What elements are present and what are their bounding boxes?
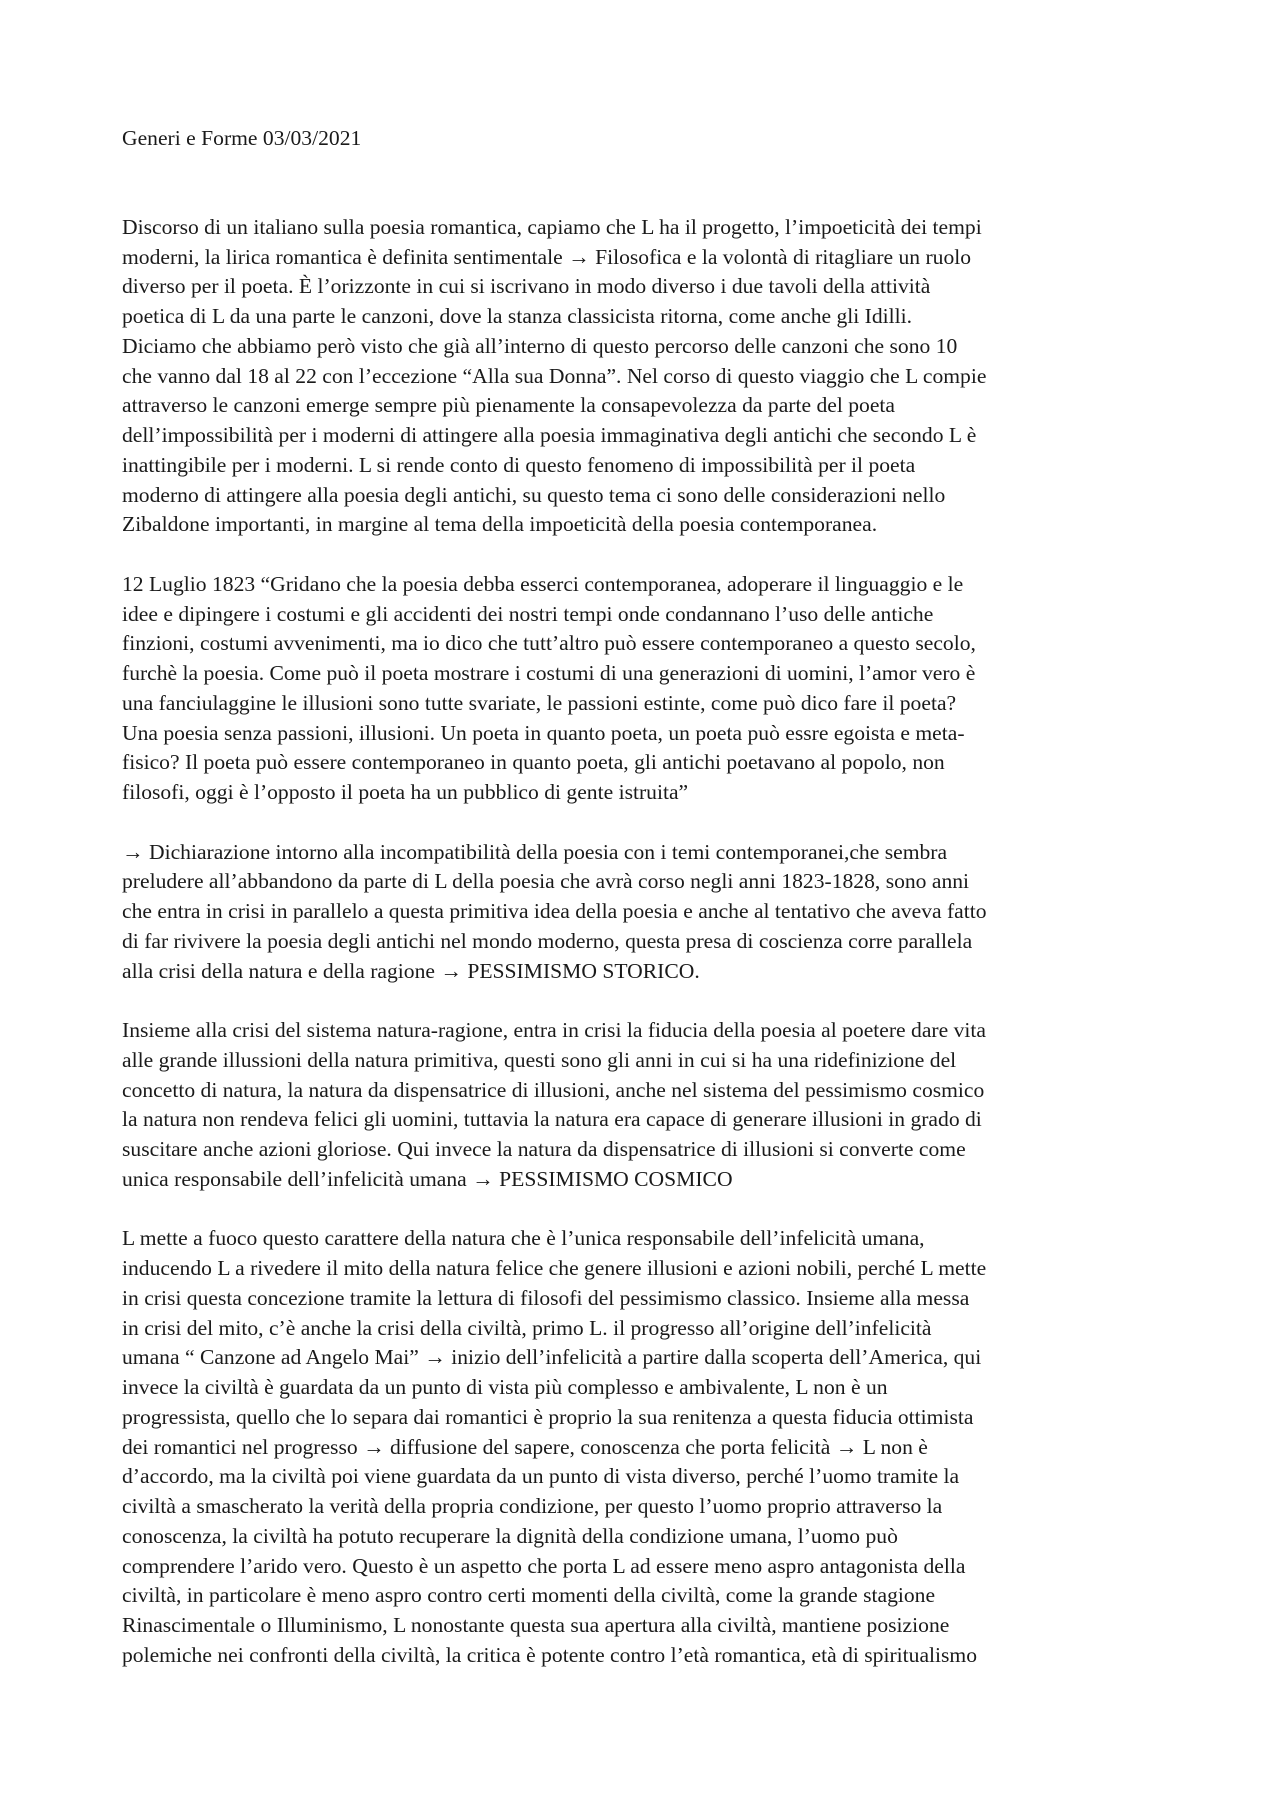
- text-line: finzioni, costumi avvenimenti, ma io dico che tutt’altro può essere contemporaneo a questo secolo,: [122, 631, 976, 656]
- text-line: polemiche nei confronti della civiltà, la critica è potente contro l’età romantica, età di spiritualismo: [122, 1642, 978, 1667]
- text-line: dei romantici nel progresso → diffusione del sapere, conoscenza che porta felicità → L non è: [122, 1434, 928, 1459]
- text-line: di far rivivere la poesia degli antichi nel mondo moderno, questa presa di coscienza corre parallela: [122, 928, 973, 953]
- text-line: furchè la poesia. Come può il poeta mostrare i costumi di una generazioni di uomini, l’amor vero è: [122, 661, 976, 685]
- text-line: attraverso le canzoni emerge sempre più pienamente la consapevolezza da parte del poeta: [122, 393, 895, 418]
- text-line: civiltà, in particolare è meno aspro contro certi momenti della civiltà, come la grande stagione: [122, 1583, 936, 1608]
- text-line: la natura non rendeva felici gli uomini, tuttavia la natura era capace di generare illusioni in grado di: [122, 1107, 982, 1132]
- text-line: 12 Luglio 1823 “Gridano che la poesia debba esserci contemporanea, adoperare il linguaggio e le: [122, 571, 964, 596]
- text-line: L mette a fuoco questo carattere della natura che è l’unica responsabile dell’infelicità umana,: [122, 1226, 925, 1251]
- paragraph: [122, 1016, 1180, 1195]
- text-line: che entra in crisi in parallelo a questa primitiva idea della poesia e anche al tentativo che aveva fatto: [122, 899, 987, 923]
- text-line: inducendo L a rivedere il mito della natura felice che genere illusioni e azioni nobili, perché L mette: [122, 1256, 987, 1280]
- text-line: inattingibile per i moderni. L si rende conto di questo fenomeno di impossibilità per il poeta: [122, 452, 916, 477]
- text-line: progressista, quello che lo separa dai romantici è proprio la sua renitenza a questa fiducia ottimista: [122, 1404, 974, 1429]
- text-line: umana “ Canzone ad Angelo Mai” → inizio dell’infelicità a partire dalla scoperta dell’America, qui: [122, 1345, 982, 1370]
- text-line: poetica di L da una parte le canzoni, dove la stanza classicista ritorna, come anche gli Idilli.: [122, 304, 913, 328]
- paragraph: [122, 570, 1180, 808]
- text-line: → Dichiarazione intorno alla incompatibilità della poesia con i temi contemporanei,che sembra: [122, 839, 948, 864]
- text-line: in crisi questa concezione tramite la lettura di filosofi del pessimismo classico. Insieme alla messa: [122, 1285, 970, 1310]
- text-line: fisico? Il poeta può essere contemporaneo in quanto poeta, gli antichi poetavano al popolo, non: [122, 750, 945, 775]
- text-line: dell’impossibilità per i moderni di attingere alla poesia immaginativa degli antichi che secondo L è: [122, 423, 977, 447]
- text-line: alla crisi della natura e della ragione → PESSIMISMO STORICO.: [122, 958, 700, 983]
- text-line: preludere all’abbandono da parte di L della poesia che avrà corso negli anni 1823-1828, sono anni: [122, 869, 970, 894]
- text-line: moderno di attingere alla poesia degli antichi, su questo tema ci sono delle considerazioni nello: [122, 482, 946, 507]
- paragraph: [122, 1224, 1180, 1670]
- text-line: Insieme alla crisi del sistema natura-ragione, entra in crisi la fiducia della poesia al poetere dare vita: [122, 1018, 986, 1042]
- text-line: moderni, la lirica romantica è definita sentimentale → Filosofica e la volontà di ritagliare un ruolo: [122, 244, 972, 269]
- text-line: alle grande illussioni della natura primitiva, questi sono gli anni in cui si ha una ridefinizione del: [122, 1047, 957, 1072]
- document-title: Generi e Forme 03/03/2021: [122, 126, 362, 150]
- text-line: civiltà a smascherato la verità della propria condizione, per questo l’uomo proprio attraverso la: [122, 1494, 943, 1518]
- text-line: in crisi del mito, c’è anche la crisi della civiltà, primo L. il progresso all’origine dell’infelicità: [122, 1315, 932, 1340]
- text-line: Discorso di un italiano sulla poesia romantica, capiamo che L ha il progetto, l’impoeticità dei tempi: [122, 214, 982, 239]
- text-line: Una poesia senza passioni, illusioni. Un poeta in quanto poeta, un poeta può essre egoista e meta-: [122, 720, 965, 745]
- text-line: che vanno dal 18 al 22 con l’eccezione “Alla sua Donna”. Nel corso di questo viaggio che L compie: [122, 363, 987, 388]
- text-line: comprendere l’arido vero. Questo è un aspetto che porta L ad essere meno aspro antagonista della: [122, 1553, 966, 1578]
- text-line: Zibaldone importanti, in margine al tema della impoeticità della poesia contemporanea.: [122, 512, 878, 537]
- text-line: diverso per il poeta. È l’orizzonte in cui si iscrivano in modo diverso i due tavoli della attività: [122, 274, 931, 299]
- paragraph: [122, 213, 1180, 540]
- text-line: conoscenza, la civiltà ha potuto recuperare la dignità della condizione umana, l’uomo può: [122, 1523, 898, 1548]
- text-line: una fanciulaggine le illusioni sono tutte svariate, le passioni estinte, come può dico fare il poeta?: [122, 690, 957, 715]
- text-line: idee e dipingere i costumi e gli accidenti dei nostri tempi onde condannano l’uso delle antiche: [122, 601, 934, 626]
- text-line: filosofi, oggi è l’opposto il poeta ha un pubblico di gente istruita”: [122, 780, 689, 804]
- text-line: invece la civiltà è guardata da un punto di vista più complesso e ambivalente, L non è un: [122, 1375, 888, 1399]
- text-line: unica responsabile dell’infelicità umana → PESSIMISMO COSMICO: [122, 1166, 733, 1191]
- paragraph: [122, 838, 1180, 987]
- text-line: d’accordo, ma la civiltà poi viene guardata da un punto di vista diverso, perché l’uomo tramite la: [122, 1464, 960, 1489]
- text-line: Rinascimentale o Illuminismo, L nonostante questa sua apertura alla civiltà, mantiene posizione: [122, 1613, 950, 1637]
- text-line: suscitare anche azioni gloriose. Qui invece la natura da dispensatrice di illusioni si converte come: [122, 1137, 966, 1161]
- text-line: concetto di natura, la natura da dispensatrice di illusioni, anche nel sistema del pessimismo cosmico: [122, 1077, 985, 1102]
- text-line: Diciamo che abbiamo però visto che già all’interno di questo percorso delle canzoni che sono 10: [122, 333, 958, 358]
- document-body: [122, 213, 1180, 1671]
